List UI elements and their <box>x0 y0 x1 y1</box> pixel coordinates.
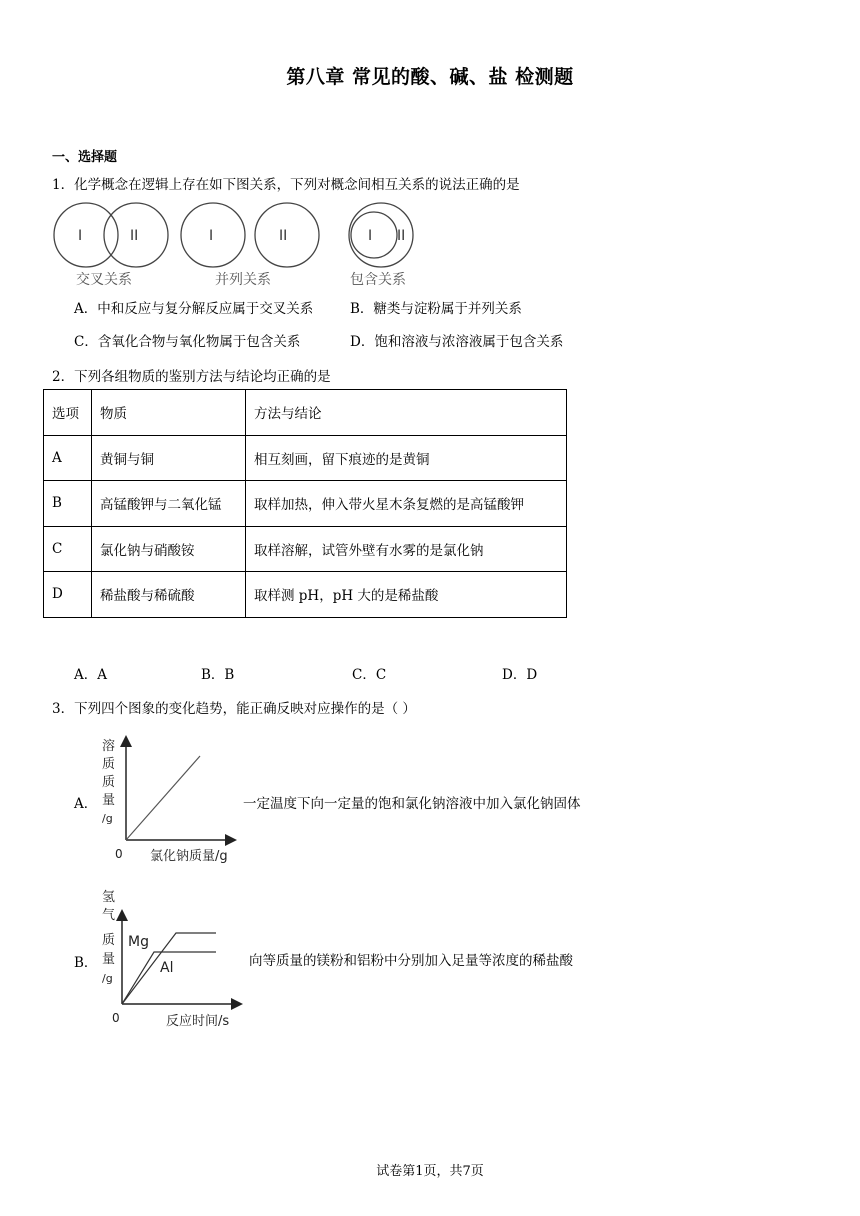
circle-I <box>54 203 118 267</box>
q3-option-a-text: 一定温度下向一定量的饱和氯化钠溶液中加入氯化钠固体 <box>243 796 581 812</box>
table-header-row <box>44 390 567 436</box>
caption-parallel: 并列关系 <box>215 272 271 288</box>
y-label-char: 量 <box>102 793 116 808</box>
origin-label: 0 <box>115 847 123 861</box>
graph-b <box>96 884 248 1032</box>
y-label-char: 氢 <box>102 890 116 905</box>
table-cell: 黄铜与铜 <box>92 435 246 481</box>
caption-contain: 包含关系 <box>350 272 406 288</box>
header-cell: 物质 <box>92 390 246 436</box>
y-label-char: 质 <box>102 757 116 772</box>
question-2-stem: 2．下列各组物质的鉴别方法与结论均正确的是 <box>52 369 331 385</box>
intersect-diagram <box>54 203 168 267</box>
table-cell: 高锰酸钾与二氧化锰 <box>92 481 246 527</box>
table-row <box>44 572 567 618</box>
label-II: II <box>130 228 139 244</box>
table-cell: C <box>44 526 92 572</box>
table-cell: 取样测 pH，pH 大的是稀盐酸 <box>246 572 567 618</box>
q1-option-c[interactable]: C．含氧化合物与氧化物属于包含关系 <box>74 334 301 350</box>
origin-label: 0 <box>112 1011 120 1025</box>
table-cell: B <box>44 481 92 527</box>
solute-line <box>126 756 200 840</box>
table-row <box>44 435 567 481</box>
table-row <box>44 481 567 527</box>
q3-option-b-label[interactable]: B． <box>74 955 98 971</box>
caption-intersect: 交叉关系 <box>76 272 132 288</box>
table-cell: 取样溶解，试管外壁有水雾的是氯化钠 <box>246 526 567 572</box>
label-I: I <box>78 228 83 244</box>
table-cell: 稀盐酸与稀硫酸 <box>92 572 246 618</box>
y-label-char: 量 <box>102 952 116 967</box>
page-title: 第八章 常见的酸、碱、盐 检测题 <box>286 66 574 88</box>
header-cell: 方法与结论 <box>246 390 567 436</box>
q2-option-b[interactable]: B．B <box>201 667 235 683</box>
q1-option-a[interactable]: A．中和反应与复分解反应属于交叉关系 <box>74 301 314 317</box>
label-II: II <box>397 228 406 244</box>
table-cell: 相互刻画，留下痕迹的是黄铜 <box>246 435 567 481</box>
label-I: I <box>368 228 373 244</box>
series-label-al: Al <box>160 960 174 976</box>
x-axis-label: 氯化钠质量/g <box>150 849 228 864</box>
q1-option-b[interactable]: B．糖类与淀粉属于并列关系 <box>350 301 522 317</box>
q2-option-a[interactable]: A．A <box>74 667 107 683</box>
graph-a <box>96 732 246 868</box>
page-footer: 试卷第1页，共7页 <box>376 1164 484 1179</box>
header-cell: 选项 <box>44 390 92 436</box>
q1-option-d[interactable]: D．饱和溶液与浓溶液属于包含关系 <box>350 334 564 350</box>
question-1-stem: 1．化学概念在逻辑上存在如下图关系，下列对概念间相互关系的说法正确的是 <box>52 177 520 193</box>
series-label-mg: Mg <box>128 934 149 950</box>
question-3-stem: 3．下列四个图象的变化趋势，能正确反映对应操作的是（ ） <box>52 701 416 717</box>
q2-option-c[interactable]: C．C <box>352 667 387 683</box>
section-heading: 一、选择题 <box>52 150 118 165</box>
table-cell: A <box>44 435 92 481</box>
table-cell: 取样加热，伸入带火星木条复燃的是高锰酸钾 <box>246 481 567 527</box>
table-cell: 氯化钠与硝酸铵 <box>92 526 246 572</box>
table-cell: D <box>44 572 92 618</box>
label-I: I <box>209 228 214 244</box>
y-label-char: 质 <box>102 775 116 790</box>
y-label-unit: /g <box>102 972 113 985</box>
q2-option-d[interactable]: D．D <box>502 667 538 683</box>
y-label-char: 质 <box>102 933 116 948</box>
identification-table <box>43 389 567 618</box>
y-label-char: 气 <box>102 908 116 923</box>
concept-relation-diagrams <box>50 198 430 292</box>
x-axis-label: 反应时间/s <box>166 1014 230 1029</box>
y-label-unit: /g <box>102 812 113 825</box>
q3-option-a-label[interactable]: A． <box>74 796 98 812</box>
label-II: II <box>279 228 288 244</box>
y-label-char: 溶 <box>102 739 116 754</box>
parallel-diagram <box>181 203 319 267</box>
circle-I-inner <box>351 212 397 258</box>
q3-option-b-text: 向等质量的镁粉和铝粉中分别加入足量等浓度的稀盐酸 <box>249 953 573 969</box>
table-row <box>44 526 567 572</box>
